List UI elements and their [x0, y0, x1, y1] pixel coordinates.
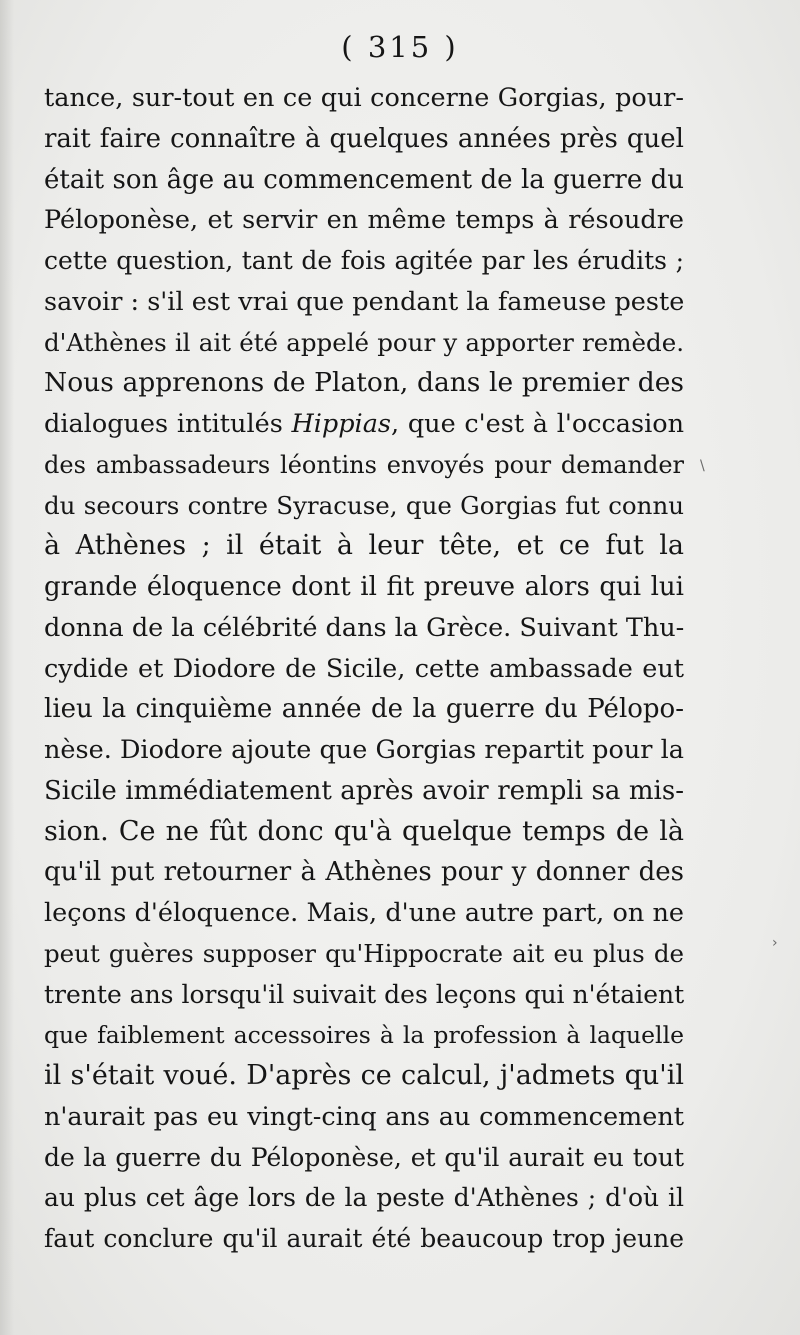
paper-speck: ›: [772, 935, 778, 951]
text-line: peut guères supposer qu'Hippocrate ait eu plus de: [44, 938, 684, 968]
text-line: tance, sur-tout en ce qui concerne Gorgias, pour-: [44, 83, 684, 113]
text-line: du secours contre Syracuse, que Gorgias fut connu: [44, 490, 684, 520]
text-line: nèse. Diodore ajoute que Gorgias repartit pour la: [44, 735, 684, 765]
text-line: Nous apprenons de Platon, dans le premier des: [44, 367, 684, 399]
text-line: au plus cet âge lors de la peste d'Athènes ; d'où il: [44, 1183, 684, 1213]
text-line: à Athènes ; il était à leur tête, et ce fut la: [44, 530, 684, 562]
text-line: Péloponèse, et servir en même temps à résoudre: [44, 205, 684, 236]
page-number: ( 315 ): [341, 30, 459, 64]
text-line-end: , que c'est à l'occasion: [391, 409, 684, 439]
text-line-with-italic-title: [44, 404, 684, 445]
text-line: d'Athènes il ait été appelé pour y apporter remède.: [44, 327, 684, 357]
text-line: sion. Ce ne fût donc qu'à quelque temps de là: [44, 815, 684, 847]
paper-speck: \: [700, 458, 705, 474]
text-line: que faiblement accessoires à la profession à laquelle: [44, 1021, 684, 1050]
text-line: trente ans lorsqu'il suivait des leçons qui n'étaient: [44, 979, 685, 1009]
text-line: lieu la cinquième année de la guerre du Pélopo-: [44, 694, 684, 725]
text-line: cette question, tant de fois agitée par les érudits ;: [44, 246, 684, 275]
text-line: donna de la célébrité dans la Grèce. Suivant Thu-: [44, 612, 685, 643]
text-line: cydide et Diodore de Sicile, cette ambassade eut: [44, 653, 684, 684]
text-line: savoir : s'il est vrai que pendant la fameuse peste: [44, 286, 685, 317]
text-line: grande éloquence dont il fit preuve alors qui lui: [44, 572, 684, 602]
text-line: rait faire connaître à quelques années près quel: [44, 123, 684, 154]
text-line: Sicile immédiatement après avoir rempli sa mis-: [44, 775, 684, 806]
text-line: n'aurait pas eu vingt-cinq ans au commencement: [44, 1101, 684, 1132]
text-line: des ambassadeurs léontins envoyés pour demander: [44, 450, 684, 479]
text-line: leçons d'éloquence. Mais, d'une autre part, on ne: [44, 898, 684, 928]
text-line: faut conclure qu'il aurait été beaucoup trop jeune: [44, 1224, 684, 1253]
text-line-start: dialogues intitulés: [44, 409, 292, 439]
text-line: de la guerre du Péloponèse, et qu'il aurait eu tout: [44, 1142, 684, 1172]
text-line: était son âge au commencement de la guerre du: [44, 164, 684, 195]
text-line: qu'il put retourner à Athènes pour y donner des: [44, 857, 684, 888]
page-body-text: [44, 78, 684, 1260]
text-line: il s'était voué. D'après ce calcul, j'admets qu'il: [44, 1060, 684, 1091]
italic-dialogue-title: Hippias: [291, 409, 392, 439]
